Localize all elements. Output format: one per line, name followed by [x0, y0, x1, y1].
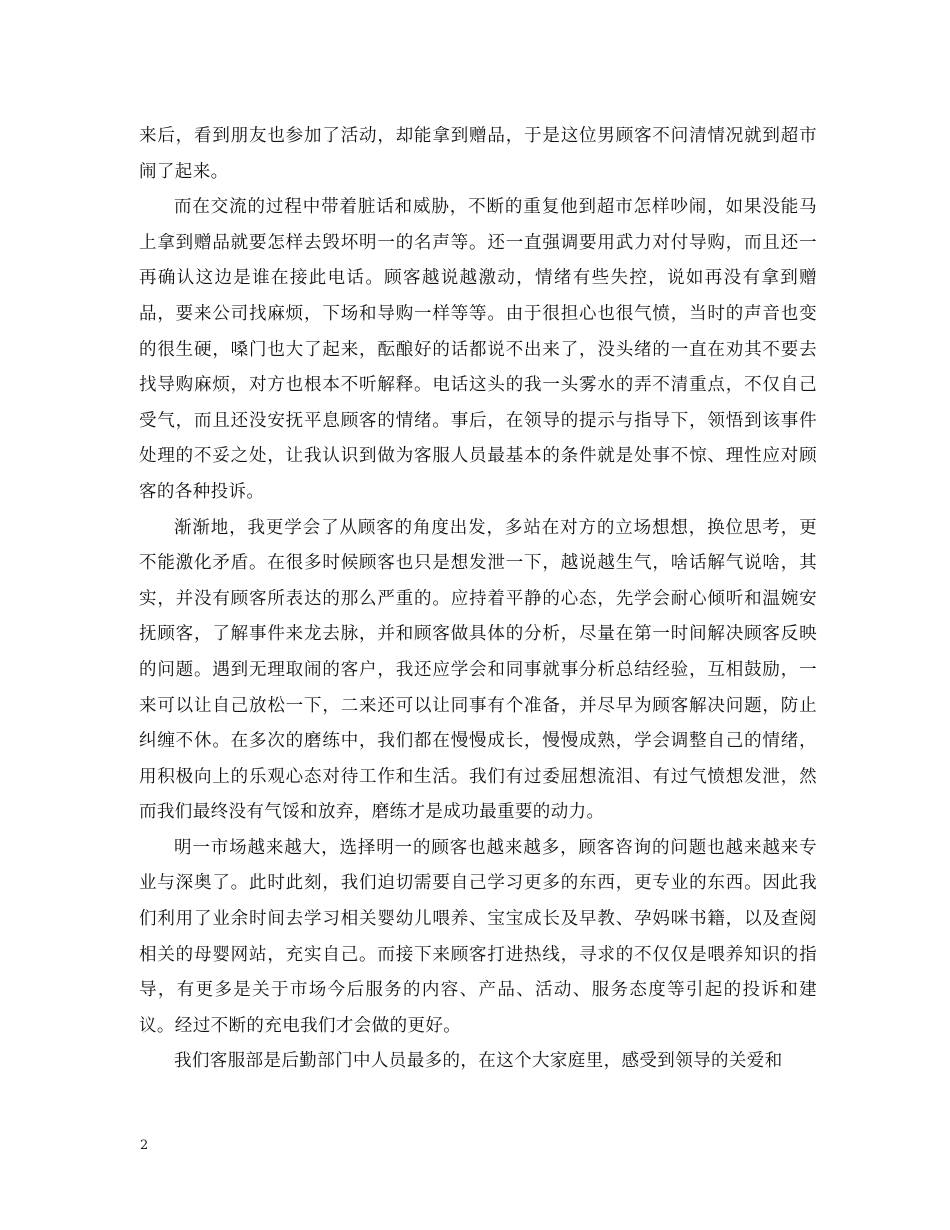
paragraph-1: 来后，看到朋友也参加了活动，却能拿到赠品，于是这位男顾客不问清情况就到超市闹了起来。: [139, 126, 817, 182]
paragraph-2: 而在交流的过程中带着脏话和威胁，不断的重复他到超市怎样吵闹，如果没能马上拿到赠品就要怎样去毁坏明一的名声等。还一直强调要用武力对付导购，而且还一再确认这边是谁在接此电话。顾客越说越激动，情绪有些失控，说如再没有拿到赠品，要来公司找麻烦，下场和导购一样等等。由于很担心也很气愤，当时的声音也变的很生硬，嗓门也大了起来，酝酿好的话都说不出来了，没头绪的一直在劝其不要去找导购麻烦，对方也根本不听解释。电话这头的我一头雾水的弄不清重点，不仅自己受气，而且还没安抚平息顾客的情绪。事后，在领导的提示与指导下，领悟到该事件处理的不妥之处，让我认识到做为客服人员最基本的条件就是处事不惊、理性应对顾客的各种投诉。: [139, 197, 817, 502]
paragraph-5: 我们客服部是后勤部门中人员最多的，在这个大家庭里，感受到领导的关爱和: [174, 1051, 783, 1072]
page-number: 2: [140, 1138, 149, 1153]
paragraph-4: 明一市场越来越大，选择明一的顾客也越来越多，顾客咨询的问题也越来越来专业与深奥了。此时此刻，我们迫切需要自己学习更多的东西，更专业的东西。因此我们利用了业余时间去学习相关婴幼儿喂养、宝宝成长及早教、孕妈咪书籍，以及查阅相关的母婴网站，充实自己。而接下来顾客打进热线，寻求的不仅仅是喂养知识的指导，有更多是关于市场今后服务的内容、产品、活动、服务态度等引起的投诉和建议。经过不断的充电我们才会做的更好。: [139, 837, 817, 1036]
body-text: [139, 119, 817, 1080]
paragraph-3: 渐渐地，我更学会了从顾客的角度出发，多站在对方的立场想想，换位思考，更不能激化矛盾。在很多时候顾客也只是想发泄一下，越说越生气，啥话解气说啥，其实，并没有顾客所表达的那么严重的。应持着平静的心态，先学会耐心倾听和温婉安抚顾客，了解事件来龙去脉，并和顾客做具体的分析，尽量在第一时间解决顾客反映的问题。遇到无理取闹的客户，我还应学会和同事就事分析总结经验，互相鼓励，一来可以让自己放松一下，二来还可以让同事有个准备，并尽早为顾客解决问题，防止纠缠不休。在多次的磨练中，我们都在慢慢成长，慢慢成熟，学会调整自己的情绪，用积极向上的乐观心态对待工作和生活。我们有过委屈想流泪、有过气愤想发泄，然而我们最终没有气馁和放弃，磨练才是成功最重要的动力。: [139, 517, 817, 823]
